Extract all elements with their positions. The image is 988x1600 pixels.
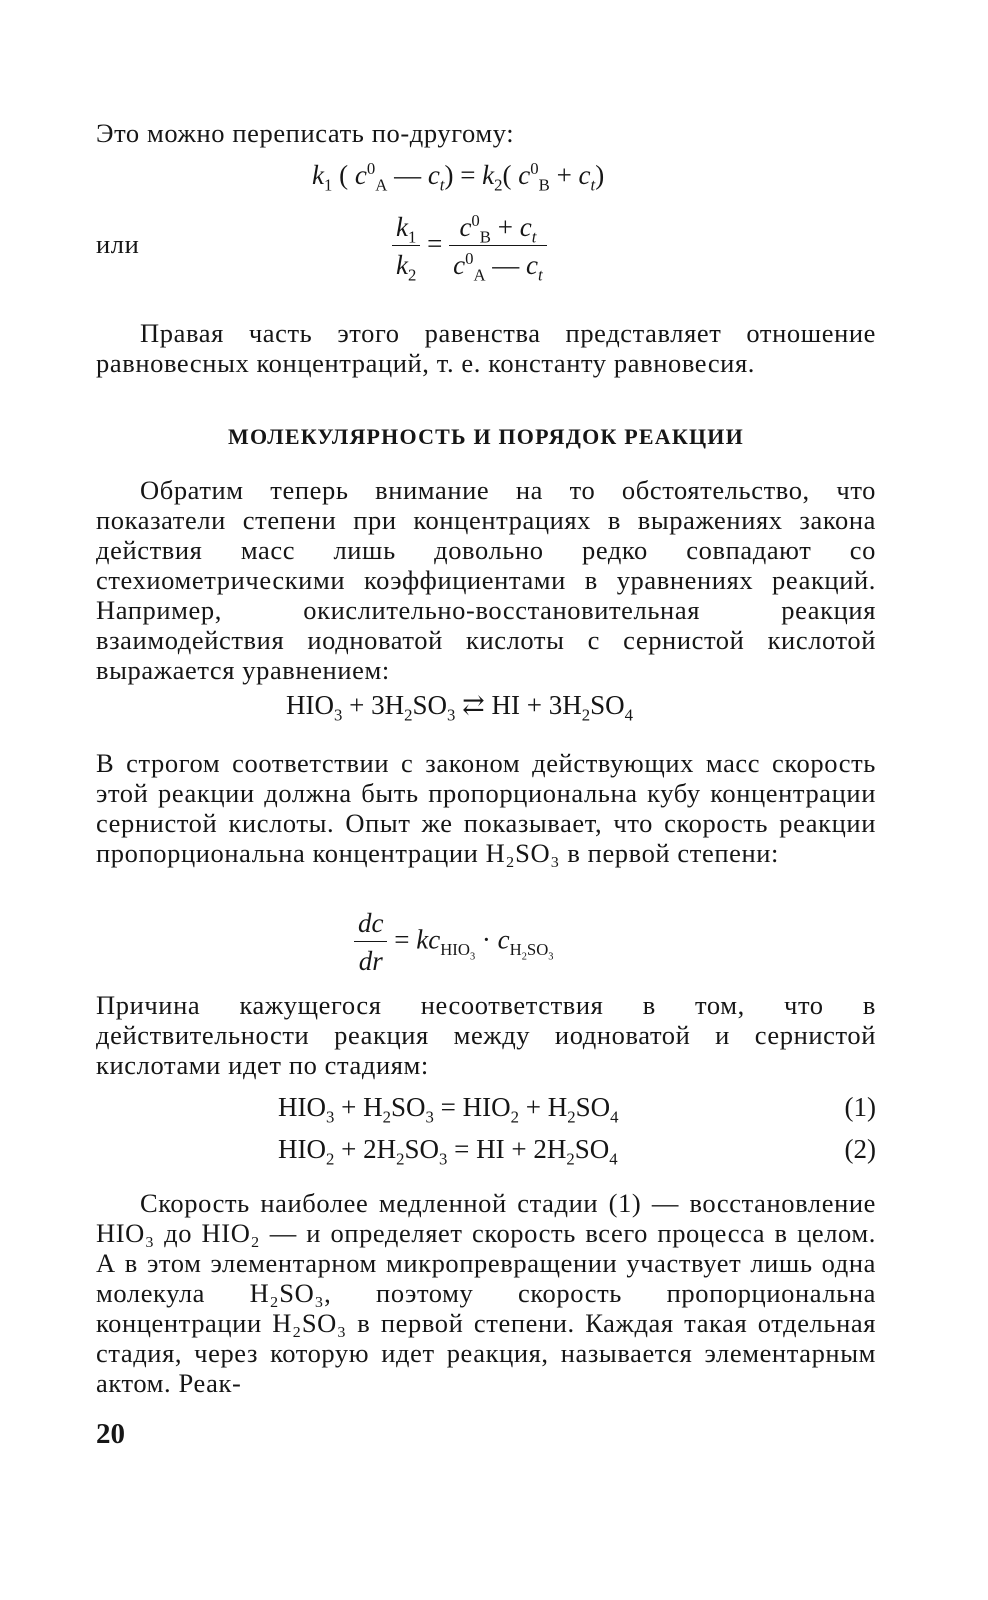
- rate-equality-formula: $k_1$ ( $c^0_A$ — $c_t) = k_2$( $c^0_B + c_t$): [312, 159, 605, 195]
- paragraph-stages: Причина кажущегося несоответствия в том, что в действительности реакция между иодноватой и сернистой кислотами идет по стадиям:: [96, 990, 876, 1080]
- constant-ratio-formula: $\frac{k_1}{k_2}$ = $\frac{c^0_B + c_t}{c^0_A — c_t}$: [392, 212, 547, 281]
- rate-formula: $\frac{dc}{dr}$ = $kc_{HIO_3} \cdot c_{H_2SO_3}$: [354, 908, 553, 977]
- section-heading: МОЛЕКУЛЯРНОСТЬ И ПОРЯДОК РЕАКЦИИ: [228, 424, 744, 449]
- equation-number-2: (2): [844, 1134, 876, 1164]
- intro-text: Это можно переписать по-другому:: [96, 118, 515, 148]
- page-number: 20: [96, 1418, 125, 1450]
- stage-equation-2: $HIO_2 + 2H_2SO_3$ = HI + $2H_2SO_4$ (2): [278, 1134, 876, 1169]
- paragraph-stoichiometry: Обратим теперь внимание на то обстоятельство, что показатели степени при концентрациях в выражениях закона действия масс лишь довольно редко совпадают со стехиометрическими коэффициентами в уравнениях реакций. Например, окислительно-восстановительная реакция взаимодействия иодноватой кислоты с сернистой кислотой выражается уравнением:: [96, 475, 876, 685]
- paragraph-rate-law: В строгом соответствии с законом действующих масс скорость этой реакции должна быть пропорциональна кубу концентрации сернистой кислоты. Опыт же показывает, что скорость реакции пропорциональна концентрации H₂SO₃ в первой степени:: [96, 748, 876, 868]
- stage-equation-1: $HIO_3 + H_2SO_3 = HIO_2 + H_2SO_4$ (1): [278, 1092, 876, 1127]
- paragraph-elementary-act: Скорость наиболее медленной стадии (1) — восстановление HIO₃ до HIO₂ — и определяет скорость всего процесса в целом. А в этом элементарном микропревращении участвует лишь одна молекула H₂SO₃, поэтому скорость пропорциональна концентрации H₂SO₃ в первой степени. Каждая такая отдельная стадия, через которую идет реакция, называется элементарным актом. Реак-: [96, 1188, 876, 1398]
- equation-number-1: (1): [844, 1092, 876, 1122]
- or-label: или: [96, 229, 140, 259]
- paragraph-equilibrium: Правая часть этого равенства представляет отношение равновесных концентраций, т. е. константу равновесия.: [96, 318, 876, 378]
- redox-reaction-equation: $HIO_3 + 3H_2SO_3$ ⇄ HI + $3H_2SO_4$: [286, 690, 633, 725]
